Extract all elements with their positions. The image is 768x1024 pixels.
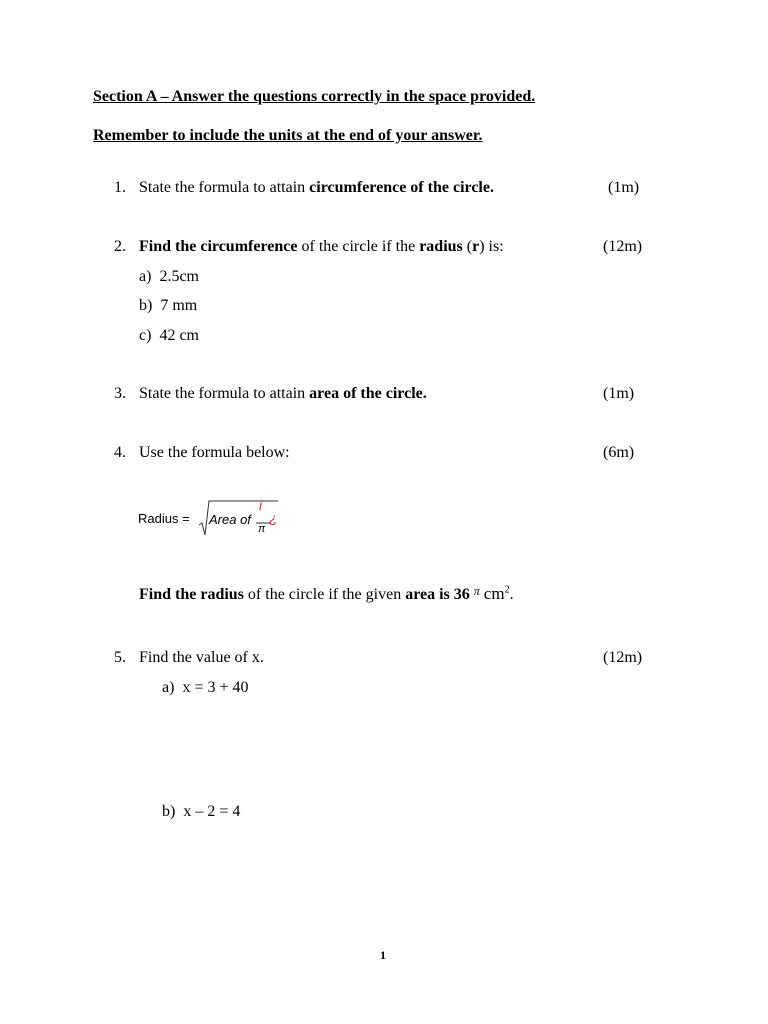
q5-text: Find the value of x. — [139, 649, 264, 666]
section-heading: Section A – Answer the questions correctly in the space provided. — [93, 88, 536, 105]
q5-part-b — [162, 803, 240, 821]
page-number: 1 — [380, 948, 386, 962]
q2-text-plain2: ( — [462, 238, 473, 255]
q4-instruction-bold2: area is 36 — [405, 586, 470, 603]
q1-text — [139, 179, 494, 197]
q2-marks: (12m) — [603, 238, 643, 255]
q5-marks: (12m) — [603, 649, 643, 666]
q4-marks: (6m) — [603, 444, 635, 461]
part-letter: a) — [162, 679, 175, 696]
q3-text — [139, 385, 427, 403]
formula-red-glyph-1: i — [259, 497, 263, 513]
q5-part-a — [162, 679, 248, 697]
q3-marks: (1m) — [603, 385, 635, 402]
q4-instruction-plain1: of the circle if the given — [243, 586, 406, 603]
reminder-heading: Remember to include the units at the end of your answer. — [93, 127, 483, 144]
q2-text-bold2: radius — [419, 238, 463, 255]
part-letter: b) — [162, 803, 176, 820]
formula-label: Radius = — [138, 511, 190, 526]
q4-instruction-end: . — [509, 586, 514, 603]
q4-instruction — [139, 584, 514, 604]
q4-unit-superscript: 2 — [504, 584, 510, 596]
q3-number: 3. — [114, 385, 126, 402]
q2-text-plain1: of the circle if the — [297, 238, 420, 255]
q1-marks: (1m) — [608, 179, 640, 196]
pi-symbol: π — [473, 584, 480, 598]
option-value: 42 cm — [159, 327, 199, 344]
q3-text-plain: State the formula to attain — [139, 385, 310, 402]
q2-option-b — [139, 297, 197, 315]
q5-number: 5. — [114, 649, 126, 666]
option-letter: b) — [139, 297, 153, 314]
q1-number: 1. — [114, 179, 126, 196]
option-letter: a) — [139, 268, 152, 285]
q2-text-plain3: ) is: — [479, 238, 504, 255]
part-equation: x – 2 = 4 — [183, 803, 241, 820]
q2-option-c — [139, 327, 199, 345]
q4-number: 4. — [114, 444, 126, 461]
q1-text-plain: State the formula to attain — [139, 179, 310, 196]
option-value: 7 mm — [160, 297, 198, 314]
q4-text: Use the formula below: — [139, 444, 290, 461]
q2-text-bold3: r — [472, 238, 480, 255]
q1-text-bold: circumference of the circle. — [309, 179, 494, 196]
q4-unit: cm — [483, 584, 505, 603]
q4-instruction-bold1: Find the radius — [139, 586, 244, 603]
option-letter: c) — [139, 327, 152, 344]
formula-numerator: Area of — [209, 512, 251, 527]
q2-text-bold1: Find the circumference — [139, 238, 298, 255]
option-value: 2.5cm — [159, 268, 199, 285]
q2-number: 2. — [114, 238, 126, 255]
q3-text-bold: area of the circle. — [309, 385, 427, 402]
q2-option-a — [139, 268, 199, 286]
formula-red-glyph-2: ¿ — [269, 510, 278, 526]
part-equation: x = 3 + 40 — [182, 679, 249, 696]
radius-formula — [138, 497, 288, 541]
formula-denominator: π — [258, 523, 266, 535]
q2-text — [139, 238, 504, 256]
